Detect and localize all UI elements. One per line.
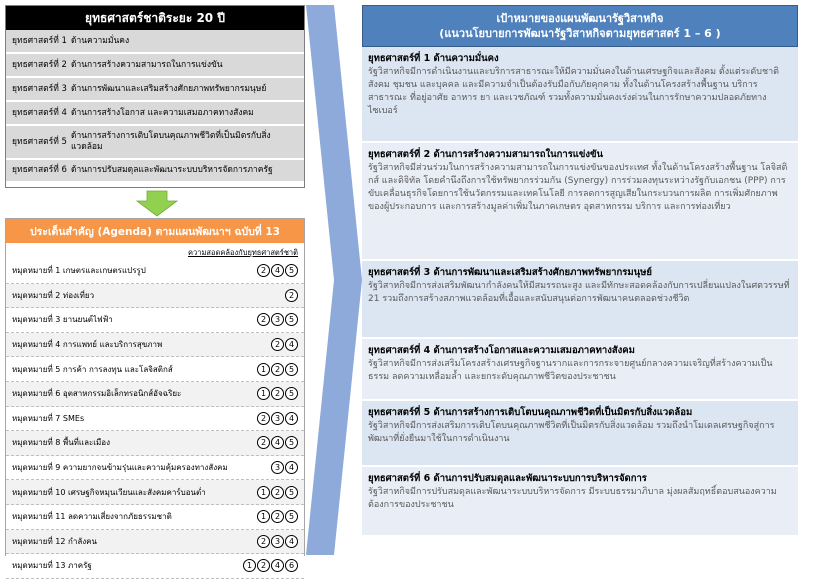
strategy-alignment-badges: [271, 338, 298, 351]
strategy-item-number: ยุทธศาสตร์ที่ 1: [12, 35, 67, 46]
strategy-item-text: ด้านการปรับสมดุลและพัฒนาระบบบริหารจัดการภาครัฐ: [70, 165, 273, 175]
agenda-row-label: หมุดหมายที่ 8 พื้นที่และเมือง: [12, 438, 111, 448]
strategy-alignment-badges: [257, 436, 298, 449]
agenda-row: [6, 333, 304, 358]
goal-section-desc: รัฐวิสาหกิจมีการปรับสมดุลและพัฒนาระบบบริหารจัดการ มีระบบธรรมาภิบาล มุ่งผลสัมฤทธิ์ตอบสนองความต้องการของประชาชน: [368, 487, 777, 510]
strategy-number-badge: 5: [285, 313, 298, 326]
goal-section-title: ยุทธศาสตร์ที่ 4 ด้านการสร้างโอกาสและความเสมอภาคทางสังคม: [368, 345, 635, 356]
strategy-number-badge: 2: [271, 387, 284, 400]
agenda-row: [6, 382, 304, 407]
strategy-item-number: ยุทธศาสตร์ที่ 3: [12, 83, 67, 94]
agenda-list: [6, 259, 304, 579]
strategy-item-text: ด้านการสร้างการเติบโตบนคุณภาพชีวิตที่เป็นมิตรกับสิ่งแวดล้อม: [70, 131, 271, 152]
agenda-row-label: หมุดหมายที่ 4 การแพทย์ และบริการสุขภาพ: [12, 340, 163, 350]
strategy-alignment-badges: [243, 559, 298, 572]
strategy-item-text: ด้านความมั่นคง: [70, 35, 130, 46]
goal-section-desc: รัฐวิสาหกิจมีส่วนร่วมในการสร้างความสามารถในการแข่งขันของประเทศ ทั้งในด้านโครงสร้างพื้นฐาน โลจิสติกส์ และดิจิทัล โดยคำนึงถึงการใช้ทรัพยากรร่วมกัน (Synergy) การร่วมลงทุนระหว่างรัฐกับเอกชน (PPP) การขับเคลื่อนธุรกิจโดยการใช้นวัตกรรมและเทคโนโลยี การลดการสูญเสียในกระบวนการผลิต การเพิ่มศักยภาพของผู้ประกอบการ และการสร้างมูลค่าเพิ่มในภาคเกษตร อุตสาหกรรม บริการ และการท่องเที่ยว: [368, 163, 788, 212]
goal-section: [362, 261, 798, 339]
goals-header-subtitle: (แนวนโยบายการพัฒนารัฐวิสาหกิจตามยุทธศาสตร์ 1 – 6 ): [439, 27, 721, 40]
agenda-row: [6, 308, 304, 333]
strategy-number-badge: 2: [285, 289, 298, 302]
strategy-number-badge: 4: [285, 338, 298, 351]
national-strategy-list: [6, 30, 304, 183]
strategy-number-badge: 2: [271, 363, 284, 376]
strategy-item: [6, 54, 304, 78]
strategy-number-badge: 4: [285, 461, 298, 474]
agenda-row-label: หมุดหมายที่ 12 กำลังคน: [12, 536, 97, 546]
strategy-item: [6, 30, 304, 54]
goal-section-title: ยุทธศาสตร์ที่ 5 ด้านการสร้างการเติบโตบนคุณภาพชีวิตที่เป็นมิตรกับสิ่งแวดล้อม: [368, 407, 693, 418]
strategy-alignment-badges: [257, 412, 298, 425]
strategy-number-badge: 2: [257, 412, 270, 425]
strategy-item-number: ยุทธศาสตร์ที่ 4: [12, 107, 67, 118]
goal-section-title: ยุทธศาสตร์ที่ 6 ด้านการปรับสมดุลและพัฒนาระบบการบริหารจัดการ: [368, 473, 647, 484]
agenda-box: [5, 218, 305, 571]
agenda-row: [6, 505, 304, 530]
strategy-item-text: ด้านการสร้างความสามารถในการแข่งขัน: [70, 59, 223, 70]
strategy-number-badge: 2: [257, 313, 270, 326]
strategy-number-badge: 4: [285, 412, 298, 425]
strategy-alignment-badges: [257, 486, 298, 499]
strategy-item-number: ยุทธศาสตร์ที่ 5: [12, 136, 67, 147]
goal-section: [362, 401, 798, 467]
strategy-alignment-badges: [257, 363, 298, 376]
strategy-number-badge: 4: [271, 436, 284, 449]
goal-section-title: ยุทธศาสตร์ที่ 2 ด้านการสร้างความสามารถในการแข่งขัน: [368, 149, 604, 160]
strategy-number-badge: 3: [271, 313, 284, 326]
goal-section: [362, 339, 798, 401]
agenda-title: ประเด็นสำคัญ (Agenda) ตามแผนพัฒนาฯ ฉบับที่ 13: [6, 219, 304, 243]
strategy-number-badge: 5: [285, 387, 298, 400]
goal-section-title: ยุทธศาสตร์ที่ 1 ด้านความมั่นคง: [368, 53, 499, 64]
strategy-number-badge: 5: [285, 436, 298, 449]
strategy-item-number: ยุทธศาสตร์ที่ 6: [12, 165, 67, 175]
agenda-row-label: หมุดหมายที่ 9 ความยากจนข้ามรุ่นและความคุ้มครองทางสังคม: [12, 463, 228, 473]
strategy-number-badge: 2: [257, 436, 270, 449]
strategy-item: [6, 126, 304, 160]
agenda-row: [6, 456, 304, 481]
goal-section-desc: รัฐวิสาหกิจมีการส่งเสริมการเติบโตบนคุณภาพชีวิตที่เป็นมิตรกับสิ่งแวดล้อม รวมถึงนำโมเดลเศรษฐกิจสู่การพัฒนาที่ยั่งยืนมาใช้ในการดำเนินงาน: [368, 421, 775, 444]
strategy-item-text: ด้านการสร้างโอกาส และความเสมอภาคทางสังคม: [70, 107, 254, 118]
goals-header: [362, 5, 798, 47]
strategy-number-badge: 4: [285, 535, 298, 548]
agenda-row-label: หมุดหมายที่ 2 ท่องเที่ยว: [12, 290, 95, 300]
strategy-number-badge: 4: [271, 264, 284, 277]
strategy-number-badge: 5: [285, 363, 298, 376]
agenda-row-label: หมุดหมายที่ 10 เศรษฐกิจหมุนเวียนและสังคมคาร์บอนต่ำ: [12, 487, 206, 497]
strategy-number-badge: 3: [271, 412, 284, 425]
agenda-row: [6, 357, 304, 382]
agenda-row-label: หมุดหมายที่ 7 SMEs: [12, 413, 85, 423]
agenda-row: [6, 259, 304, 284]
strategy-alignment-badges: [285, 289, 298, 302]
agenda-row: [6, 284, 304, 309]
agenda-subheading: ความสอดคล้องกับยุทธศาสตร์ชาติ: [188, 248, 298, 257]
strategy-alignment-badges: [257, 264, 298, 277]
goal-section-title: ยุทธศาสตร์ที่ 3 ด้านการพัฒนาและเสริมสร้างศักยภาพทรัพยากรมนุษย์: [368, 267, 652, 278]
agenda-row: [6, 530, 304, 555]
chevron-right-icon: [306, 5, 362, 555]
agenda-row-label: หมุดหมายที่ 3 ยานยนต์ไฟฟ้า: [12, 315, 113, 325]
strategy-number-badge: 2: [271, 510, 284, 523]
national-strategy-box: [5, 5, 305, 188]
agenda-row: [6, 407, 304, 432]
agenda-row: [6, 431, 304, 456]
strategy-alignment-badges: [257, 313, 298, 326]
strategy-item-number: ยุทธศาสตร์ที่ 2: [12, 59, 67, 70]
strategy-item: [6, 78, 304, 102]
strategy-number-badge: 2: [271, 338, 284, 351]
strategy-alignment-badges: [257, 510, 298, 523]
goal-section-desc: รัฐวิสาหกิจมีการส่งเสริมพัฒนากำลังคนให้มีสมรรถนะสูง และมีทักษะสอดคล้องกับการเปลี่ยนแปลงในศตวรรษที่ 21 รวมถึงการสร้างสภาพแวดล้อมที่เอื้อและสนับสนุนต่อการพัฒนาคนตลอดช่วงชีวิต: [368, 281, 790, 304]
agenda-row-label: หมุดหมายที่ 11 ลดความเสี่ยงจากภัยธรรมชาติ: [12, 512, 172, 522]
strategy-number-badge: 5: [285, 510, 298, 523]
strategy-alignment-badges: [271, 461, 298, 474]
arrow-down-icon: [137, 191, 177, 216]
strategy-number-badge: 3: [271, 461, 284, 474]
goals-header-title: เป้าหมายของแผนพัฒนารัฐวิสาหกิจ: [496, 12, 664, 25]
strategy-item: [6, 160, 304, 183]
strategy-number-badge: 1: [257, 510, 270, 523]
goal-section-desc: รัฐวิสาหกิจมีการดำเนินงานและบริการสาธารณะให้มีความมั่นคงในด้านเศรษฐกิจและสังคม ตั้งแต่ระดับชาติ สังคม ชุมชน และบุคคล และมีความจำเป็นต้องรับมือกับภัยคุกคาม ทั้งในด้านโครงสร้างพื้นฐาน บริการสาธารณะ ที่อยู่อาศัย อาหาร ยา และเวชภัณฑ์ รวมทั้งความมั่นคงเร่งด่วนในการรักษาความปลอดภัยทางไซเบอร์: [368, 67, 779, 116]
agenda-row-label: หมุดหมายที่ 1 เกษตรและเกษตรแปรรูป: [12, 266, 146, 276]
agenda-row-label: หมุดหมายที่ 13 ภาครัฐ: [12, 561, 92, 571]
strategy-number-badge: 4: [271, 559, 284, 572]
goal-section: [362, 467, 798, 537]
strategy-alignment-badges: [257, 387, 298, 400]
strategy-number-badge: 1: [257, 363, 270, 376]
goal-section-desc: รัฐวิสาหกิจมีการส่งเสริมโครงสร้างเศรษฐกิจฐานรากและการกระจายศูนย์กลางความเจริญที่สร้างความเป็นธรรม ลดความเหลื่อมล้ำ และยกระดับคุณภาพชีวิตของประชาชน: [368, 359, 773, 382]
strategy-item-text: ด้านการพัฒนาและเสริมสร้างศักยภาพทรัพยากรมนุษย์: [70, 83, 267, 94]
strategy-number-badge: 1: [257, 486, 270, 499]
strategy-alignment-badges: [257, 535, 298, 548]
goal-section: [362, 47, 798, 143]
strategy-number-badge: 2: [257, 559, 270, 572]
strategy-number-badge: 5: [285, 264, 298, 277]
strategy-number-badge: 3: [271, 535, 284, 548]
strategy-number-badge: 1: [257, 387, 270, 400]
strategy-number-badge: 6: [285, 559, 298, 572]
agenda-row: [6, 554, 304, 579]
goal-section: [362, 143, 798, 261]
agenda-row: [6, 480, 304, 505]
strategy-number-badge: 1: [243, 559, 256, 572]
strategy-item: [6, 102, 304, 126]
goals-panel: [362, 5, 798, 545]
strategy-number-badge: 2: [257, 264, 270, 277]
strategy-number-badge: 2: [257, 535, 270, 548]
agenda-row-label: หมุดหมายที่ 6 อุตสาหกรรมอิเล็กทรอนิกส์อัจฉริยะ: [12, 389, 182, 399]
agenda-row-label: หมุดหมายที่ 5 การค้า การลงทุน และโลจิสติกส์: [12, 364, 173, 374]
national-strategy-title: ยุทธศาสตร์ชาติระยะ 20 ปี: [6, 6, 304, 30]
strategy-number-badge: 2: [271, 486, 284, 499]
strategy-number-badge: 5: [285, 486, 298, 499]
